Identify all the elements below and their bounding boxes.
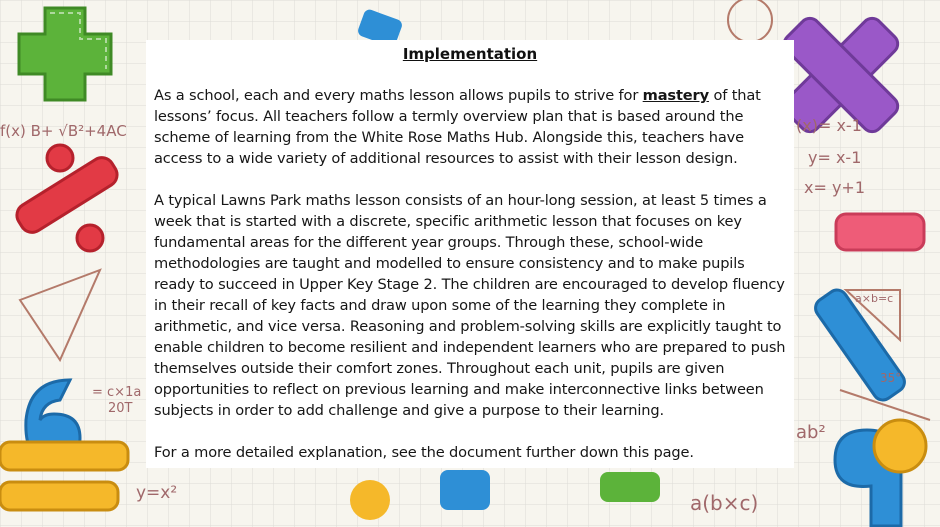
intro-paragraph (154, 85, 786, 169)
lesson-structure-paragraph: A typical Lawns Park maths lesson consists of an hour-long session, at least 5 times a week that is started with a discrete, specific arithmetic lesson that focuses on key fundamental areas for the different year groups. Through these, school-wide methodologies are taught and modelled to ensure consistency and to make pupils ready to succeed in Upper Key Stage 2. The children are encouraged to develop fluency in their recall of key facts and draw upon some of the learning they complete in arithmetic, and vice versa. Reasoning and problem-solving skills are explicitly taught to enable children to become resilient and independent learners who are prepared to push themselves outside their comfort zones. Throughout each unit, pupils are given opportunities to reflect on previous learning and make interconnective links between subjects in order to add challenge and give a purpose to their learning. (154, 192, 786, 419)
intro-text-start: As a school, each and every maths lesson allows pupils to strive for (154, 87, 643, 104)
svg-text:a(b×c): a(b×c) (690, 491, 759, 515)
svg-text:= c×1a: = c×1a (92, 385, 142, 400)
further-info-paragraph: For a more detailed explanation, see the document further down this page. (154, 444, 694, 461)
svg-text:y=x²: y=x² (136, 483, 178, 503)
mastery-emphasis: mastery (642, 87, 709, 104)
svg-text:35°: 35° (880, 371, 902, 385)
svg-text:y= x-1: y= x-1 (808, 148, 862, 167)
svg-text:(x)= x-1: (x)= x-1 (796, 116, 862, 135)
svg-text:f(x) B+ √B²+4AC: f(x) B+ √B²+4AC (0, 122, 127, 140)
implementation-panel (146, 40, 794, 468)
svg-text:ab²: ab² (796, 422, 826, 443)
intro-text-end: of that lessons’ focus. All teachers follow a termly overview plan that is based around the scheme of learning from the White Rose Maths Hub. Alongside this, teachers have access to a wide variety of additional resources to assist with their lesson design. (154, 87, 761, 167)
minus-sign-icon (836, 214, 924, 250)
svg-text:a×b=c: a×b=c (855, 292, 894, 305)
svg-text:20T: 20T (108, 401, 133, 416)
svg-text:x= y+1: x= y+1 (804, 178, 866, 197)
section-heading: Implementation (402, 45, 538, 63)
